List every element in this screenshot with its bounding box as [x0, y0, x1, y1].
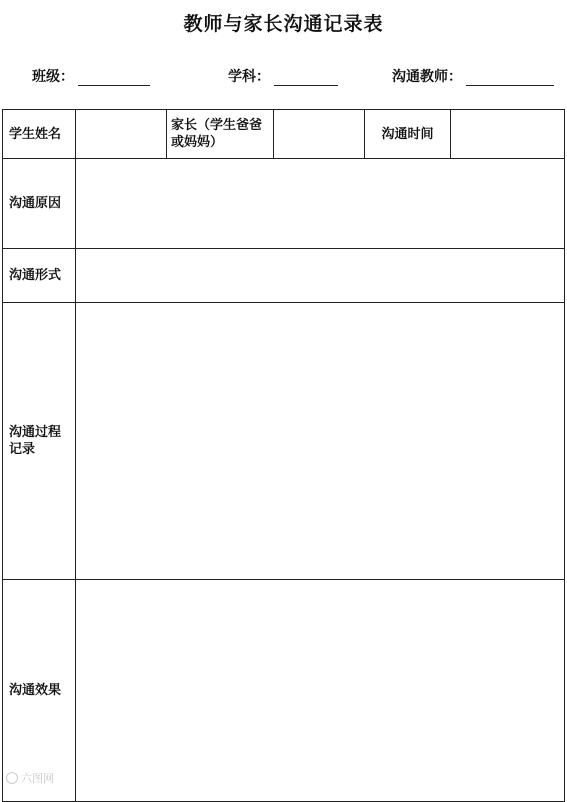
class-field — [32, 66, 150, 86]
student-name-cell[interactable] — [76, 110, 167, 159]
student-name-label: 学生姓名 — [3, 110, 76, 159]
subject-field — [228, 66, 338, 86]
subject-label: 学科： — [228, 69, 270, 85]
parent-label: 家长（学生爸爸或妈妈） — [167, 110, 274, 159]
subject-blank-line[interactable] — [274, 71, 338, 86]
form-label: 沟通形式 — [3, 249, 76, 303]
communication-record-table — [2, 109, 565, 802]
table-row-reason — [3, 159, 565, 249]
comm-time-label: 沟通时间 — [365, 110, 451, 159]
process-cell[interactable] — [76, 303, 565, 580]
parent-cell[interactable] — [274, 110, 365, 159]
effect-cell[interactable] — [76, 580, 565, 802]
comm-time-cell[interactable] — [451, 110, 565, 159]
class-blank-line[interactable] — [78, 71, 150, 86]
teacher-label: 沟通教师： — [392, 69, 462, 85]
document-title: 教师与家长沟通记录表 — [183, 13, 384, 35]
teacher-blank-line[interactable] — [466, 71, 554, 86]
table-row-student-info — [3, 110, 565, 159]
header-fields — [0, 66, 567, 86]
watermark-text: 六图网 — [21, 772, 54, 785]
watermark — [6, 770, 54, 786]
process-label: 沟通过程记录 — [3, 303, 76, 580]
reason-label: 沟通原因 — [3, 159, 76, 249]
table-row-effect — [3, 580, 565, 802]
effect-label: 沟通效果 — [3, 580, 76, 802]
table-row-form — [3, 249, 565, 303]
class-label: 班级： — [32, 69, 74, 85]
teacher-field — [392, 66, 554, 86]
form-cell[interactable] — [76, 249, 565, 303]
watermark-logo-icon — [6, 772, 18, 784]
reason-cell[interactable] — [76, 159, 565, 249]
table-row-process — [3, 303, 565, 580]
